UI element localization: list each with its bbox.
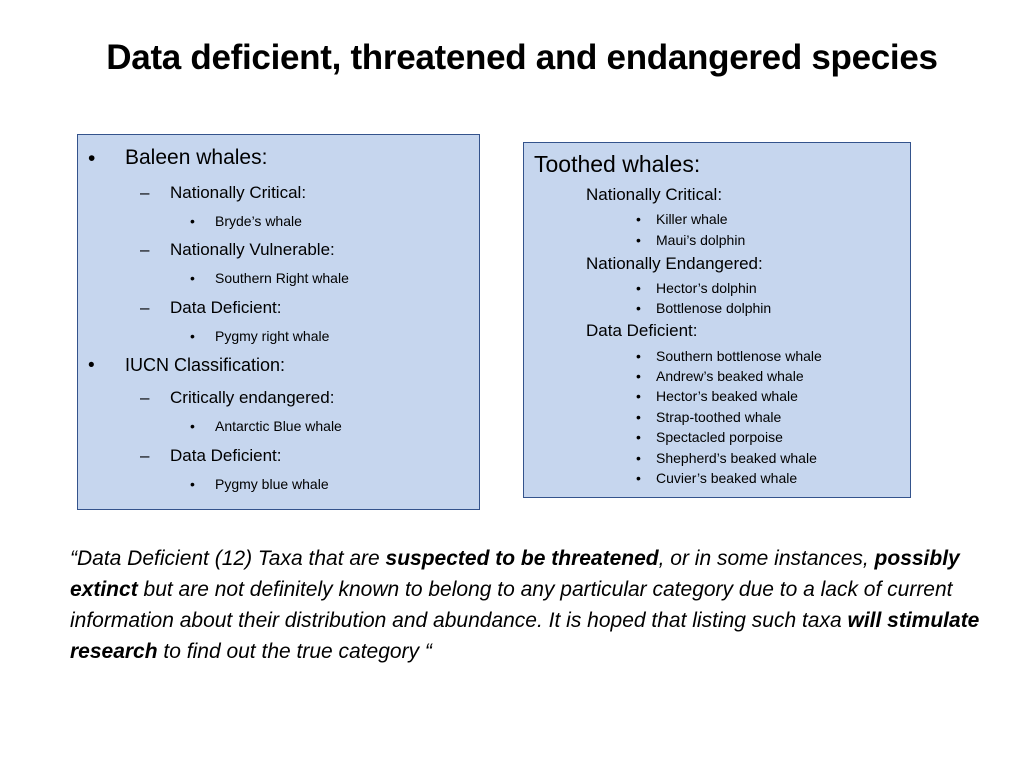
group-label: Data Deficient: bbox=[170, 446, 282, 465]
bullet-marker: • bbox=[190, 270, 195, 286]
bullet-marker: • bbox=[636, 232, 641, 248]
quote-text: to find out the true category “ bbox=[157, 640, 432, 663]
quote-text: , or in some instances, bbox=[658, 547, 875, 570]
baleen-heading: Baleen whales: bbox=[125, 146, 268, 169]
slide-title: Data deficient, threatened and endangered species bbox=[106, 38, 938, 77]
quote-emphasis: suspected to be threatened bbox=[385, 547, 659, 570]
group-label: Data Deficient: bbox=[586, 321, 698, 340]
species-item: Shepherd’s beaked whale bbox=[656, 450, 817, 466]
species-item: Antarctic Blue whale bbox=[215, 418, 342, 434]
quote-text: but are not definitely known to belong to any particular category due to a lack of current information about their distribution and abundance. It is hoped that listing such taxa bbox=[70, 578, 953, 632]
bullet-marker: • bbox=[636, 280, 641, 296]
species-item: Bottlenose dolphin bbox=[656, 300, 772, 316]
species-item: Pygmy blue whale bbox=[215, 476, 329, 492]
group-label: Data Deficient: bbox=[170, 298, 282, 317]
group-label: Nationally Endangered: bbox=[586, 254, 763, 273]
species-item: Hector’s dolphin bbox=[656, 280, 757, 296]
species-item: Bryde’s whale bbox=[215, 213, 302, 229]
dash-marker: – bbox=[140, 183, 150, 202]
species-item: Cuvier’s beaked whale bbox=[656, 470, 798, 486]
bullet-marker: • bbox=[636, 450, 641, 466]
bullet-marker: • bbox=[636, 470, 641, 486]
bullet-marker: • bbox=[190, 476, 195, 492]
bullet-marker: • bbox=[88, 355, 95, 376]
quote-text: “Data Deficient (12) Taxa that are bbox=[70, 547, 386, 570]
bullet-marker: • bbox=[636, 409, 641, 425]
quote-emphasis: will stimulate research bbox=[70, 609, 980, 663]
bullet-marker: • bbox=[636, 429, 641, 445]
species-item: Southern Right whale bbox=[215, 270, 349, 286]
group-label: Nationally Vulnerable: bbox=[170, 240, 335, 259]
dash-marker: – bbox=[140, 240, 150, 259]
quote-emphasis: possibly extinct bbox=[70, 547, 960, 601]
species-item: Strap-toothed whale bbox=[656, 409, 782, 425]
bullet-marker: • bbox=[190, 328, 195, 344]
bullet-marker: • bbox=[636, 368, 641, 384]
toothed-whales-panel bbox=[523, 142, 911, 498]
iucn-heading: IUCN Classification: bbox=[125, 355, 286, 375]
group-label: Nationally Critical: bbox=[170, 183, 307, 202]
species-item: Spectacled porpoise bbox=[656, 429, 783, 445]
species-item: Pygmy right whale bbox=[215, 328, 330, 344]
bullet-marker: • bbox=[636, 211, 641, 227]
dash-marker: – bbox=[140, 446, 150, 465]
bullet-marker: • bbox=[190, 418, 195, 434]
bullet-marker: • bbox=[190, 213, 195, 229]
bullet-marker: • bbox=[636, 300, 641, 316]
species-item: Andrew’s beaked whale bbox=[656, 368, 804, 384]
bullet-marker: • bbox=[636, 348, 641, 364]
dash-marker: – bbox=[140, 298, 150, 317]
species-item: Southern bottlenose whale bbox=[656, 348, 822, 364]
toothed-heading: Toothed whales: bbox=[534, 151, 701, 177]
species-item: Maui’s dolphin bbox=[656, 232, 746, 248]
baleen-whales-panel bbox=[77, 134, 480, 510]
species-item: Killer whale bbox=[656, 211, 728, 227]
dash-marker: – bbox=[140, 388, 150, 407]
bullet-marker: • bbox=[636, 388, 641, 404]
data-deficient-quote bbox=[70, 543, 1000, 667]
group-label: Nationally Critical: bbox=[586, 185, 723, 204]
species-item: Hector’s beaked whale bbox=[656, 388, 798, 404]
bullet-marker: • bbox=[88, 147, 96, 170]
group-label: Critically endangered: bbox=[170, 388, 335, 407]
